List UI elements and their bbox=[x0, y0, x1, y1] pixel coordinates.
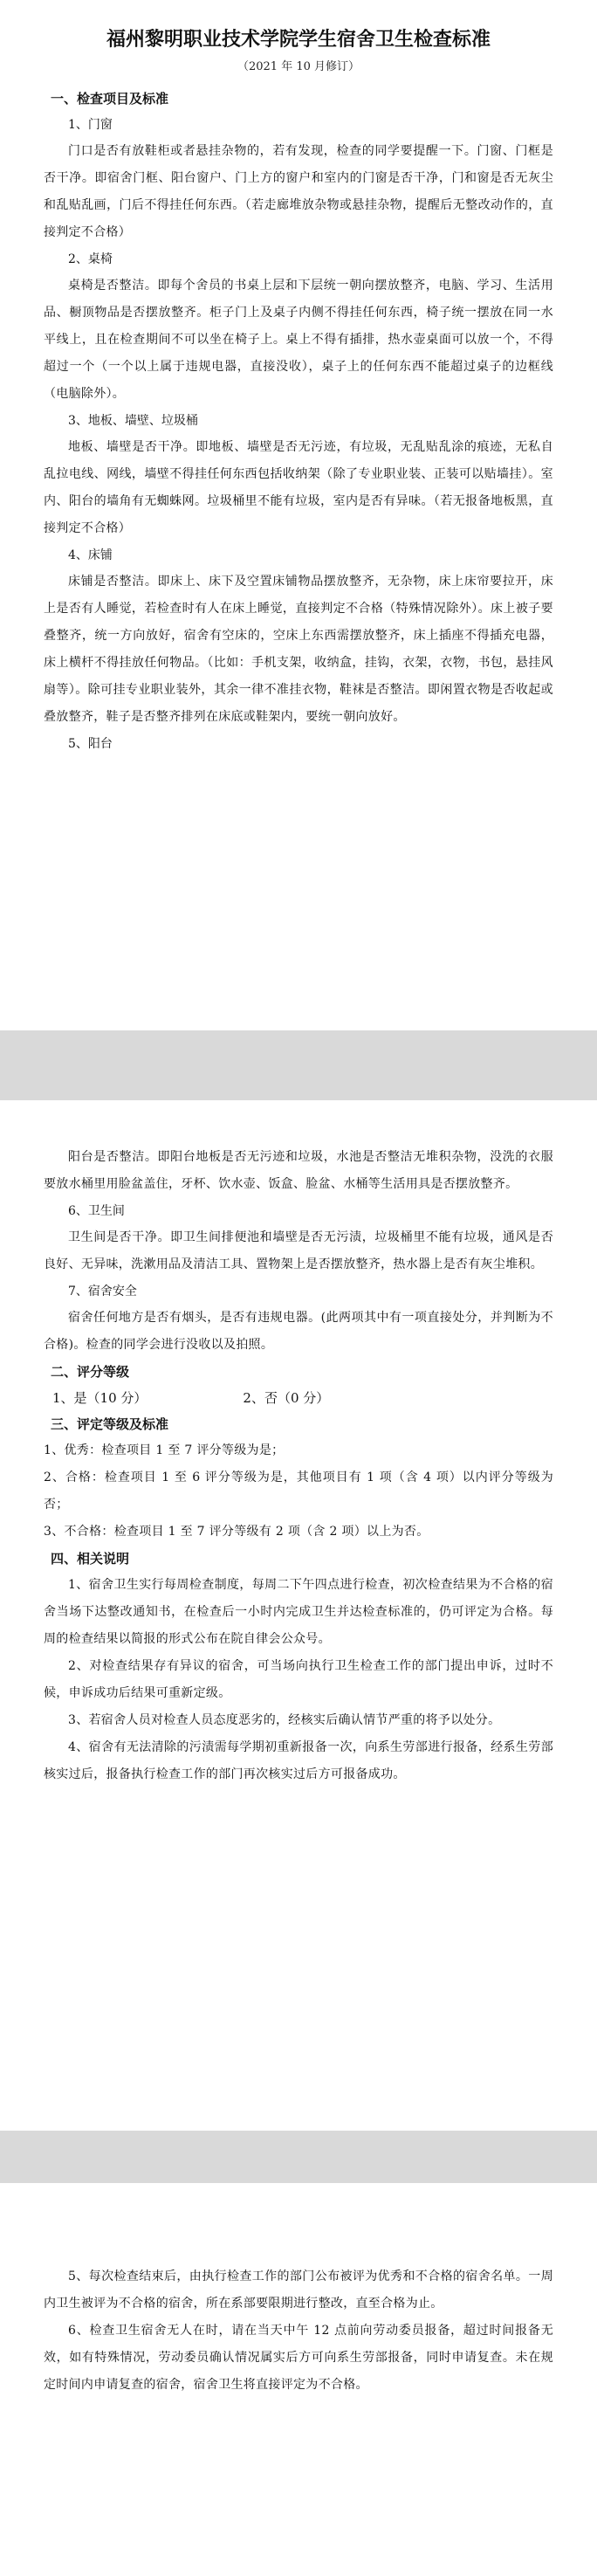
note-2: 2、对检查结果存有异议的宿舍，可当场向执行卫生检查工作的部门提出申诉，过时不候，申诉成功后结果可重新定级。 bbox=[44, 1659, 553, 1700]
note-4: 4、宿舍有无法清除的污渍需每学期初重新报备一次，向系生劳部进行报备，经系生劳部核实过后，报备执行检查工作的部门再次核实过后方可报备成功。 bbox=[44, 1740, 553, 1781]
item-label-safety: 7、宿舍安全 bbox=[68, 1285, 137, 1298]
item-text-safety: 宿舍任何地方是否有烟头，是否有违规电器。(此两项其中有一项直接处分，并判断为不合格)。检查的同学会进行没收以及拍照。 bbox=[44, 1311, 553, 1352]
grade-yes: 1、是（10 分） bbox=[52, 1390, 148, 1406]
item-label-balcony: 5、阳台 bbox=[68, 737, 113, 751]
grading-options bbox=[44, 1385, 553, 1411]
note-1: 1、宿舍卫生实行每周检查制度，每周二下午四点进行检查，初次检查结果为不合格的宿舍当场下达整改通知书，在检查后一小时内完成卫生并达检查标准的，仍可评定为合格。每周的检查结果以简报的形式公布在院自律会公众号。 bbox=[44, 1578, 553, 1646]
page-gap bbox=[0, 1030, 597, 1100]
item-label-bathroom: 6、卫生间 bbox=[68, 1204, 125, 1218]
level-fail: 3、不合格：检查项目 1 至 7 评分等级有 2 项（含 2 项）以上为否。 bbox=[44, 1525, 429, 1539]
page-gap bbox=[0, 2131, 597, 2183]
document-page-1 bbox=[0, 0, 597, 1030]
section-heading-levels: 三、评定等级及标准 bbox=[51, 1416, 169, 1432]
item-label-desks-chairs: 2、桌椅 bbox=[68, 252, 113, 266]
item-label-doors-windows: 1、门窗 bbox=[68, 118, 113, 132]
section-heading-inspection-items: 一、检查项目及标准 bbox=[51, 91, 169, 107]
document-subtitle: （2021 年 10 月修订） bbox=[237, 60, 360, 73]
item-text-bathroom: 卫生间是否干净。即卫生间排便池和墙壁是否无污渍，垃圾桶里不能有垃圾，通风是否良好、无异味，洗漱用品及清洁工具、置物架上是否摆放整齐，热水器上是否有灰尘堆积。 bbox=[44, 1230, 553, 1271]
grade-no: 2、否（0 分） bbox=[243, 1390, 330, 1406]
level-pass: 2、合格：检查项目 1 至 6 评分等级为是，其他项目有 1 项（含 4 项）以内评分等级为否； bbox=[44, 1471, 553, 1512]
item-text-balcony: 阳台是否整洁。即阳台地板是否无污迹和垃圾，水池是否整洁无堆积杂物，没洗的衣服要放水桶里用脸盆盖住，牙杯、饮水壶、饭盒、脸盆、水桶等生活用具是否摆放整齐。 bbox=[44, 1150, 553, 1191]
document-page-3 bbox=[0, 2183, 597, 2576]
note-6: 6、检查卫生宿舍无人在时，请在当天中午 12 点前向劳动委员报备，超过时间报备无效，如有特殊情况，劳动委员确认情况属实后方可向系生劳部报备，同时申请复查。未在规定时间内申请复查的宿舍，宿舍卫生将直接评定为不合格。 bbox=[44, 2324, 553, 2392]
item-text-desks-chairs: 桌椅是否整洁。即每个舍员的书桌上层和下层统一朝向摆放整齐，电脑、学习、生活用品、橱顶物品是否摆放整齐。柜子门上及桌子内侧不得挂任何东西，椅子统一摆放在同一水平线上，且在检查期间不可以坐在椅子上。桌上不得有插排，热水壶桌面可以放一个，不得超过一个（一个以上属于违规电器，直接没收），桌子上的任何东西不能超过桌子的边框线（电脑除外）。 bbox=[44, 279, 553, 401]
section-heading-grading: 二、评分等级 bbox=[51, 1364, 130, 1380]
document-title: 福州黎明职业技术学院学生宿舍卫生检查标准 bbox=[106, 28, 491, 51]
note-5: 5、每次检查结束后，由执行检查工作的部门公布被评为优秀和不合格的宿舍名单。一周内卫生被评为不合格的宿舍，所在系部要限期进行整改，直至合格为止。 bbox=[44, 2269, 553, 2311]
item-text-doors-windows: 门口是否有放鞋柜或者悬挂杂物的，若有发现，检查的同学要提醒一下。门窗、门框是否干净。即宿舍门框、阳台窗户、门上方的窗户和室内的门窗是否干净，门和窗是否无灰尘和乱贴乱画，门后不得挂任何东西。（若走廊堆放杂物或悬挂杂物，提醒后无整改动作的，直接判定不合格） bbox=[44, 144, 553, 239]
item-label-beds: 4、床铺 bbox=[68, 548, 113, 562]
note-3: 3、若宿舍人员对检查人员态度恶劣的，经核实后确认情节严重的将予以处分。 bbox=[68, 1713, 501, 1727]
level-excellent: 1、优秀：检查项目 1 至 7 评分等级为是； bbox=[44, 1443, 285, 1457]
document-page-2 bbox=[0, 1100, 597, 2131]
item-text-floor-walls-trash: 地板、墙壁是否干净。即地板、墙壁是否无污迹，有垃圾，无乱贴乱涂的痕迹，无私自乱拉电线、网线，墙壁不得挂任何东西包括收纳架（除了专业职业装、正装可以贴墙挂）。室内、阳台的墙角有无蜘蛛网。垃圾桶里不能有垃圾，室内是否有异味。（若无报备地板黑，直接判定不合格） bbox=[44, 440, 553, 535]
item-text-beds: 床铺是否整洁。即床上、床下及空置床铺物品摆放整齐，无杂物，床上床帘要拉开，床上是否有人睡觉，若检查时有人在床上睡觉，直接判定不合格（特殊情况除外）。床上被子要叠整齐，统一方向放好，宿舍有空床的，空床上东西需摆放整齐，床上插座不得插充电器，床上横杆不得挂放任何物品。（比如：手机支架，收纳盒，挂钩，衣架，衣物，书包，悬挂风扇等）。除可挂专业职业装外，其余一律不准挂衣物，鞋袜是否整洁。即闲置衣物是否收起或叠放整齐，鞋子是否整齐排列在床底或鞋架内，要统一朝向放好。 bbox=[44, 575, 553, 724]
item-label-floor-walls-trash: 3、地板、墙壁、垃圾桶 bbox=[68, 414, 198, 428]
section-heading-notes: 四、相关说明 bbox=[51, 1551, 130, 1567]
